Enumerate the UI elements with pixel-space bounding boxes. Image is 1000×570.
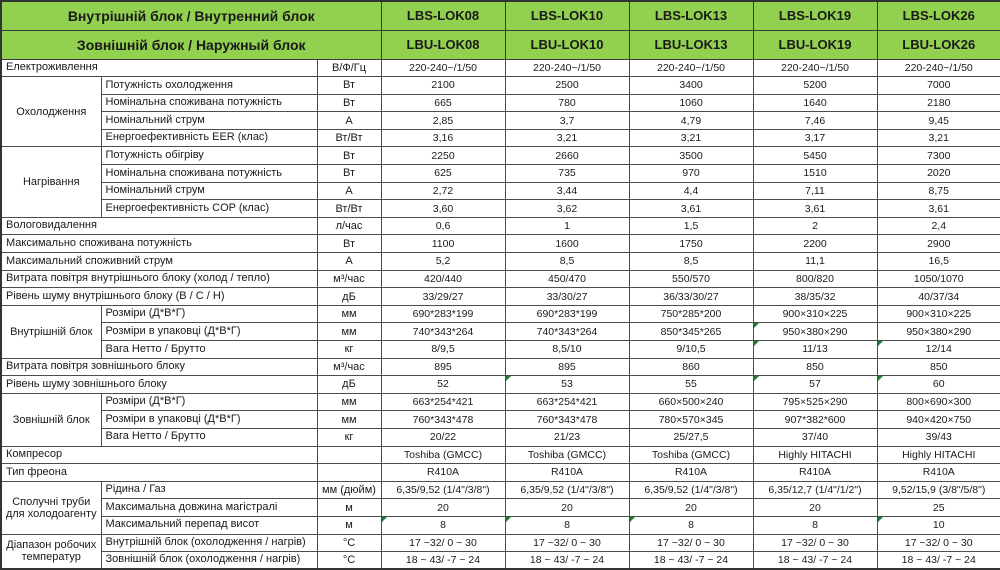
spec-row (1, 112, 1000, 130)
value-cell: 5,2 (381, 253, 505, 271)
spec-row (1, 481, 1000, 499)
spec-label-cell: Рівень шуму внутрішнього блоку (В / С / Н) (1, 288, 317, 306)
spec-row (1, 446, 1000, 464)
value-cell: 9/10,5 (629, 341, 753, 359)
value-cell: 8 (753, 516, 877, 534)
value-cell: 17 ~32/ 0 ~ 30 (753, 534, 877, 552)
spec-label-cell: Максимально споживана потужність (1, 235, 317, 253)
value-cell: 795×525×290 (753, 393, 877, 411)
value-cell: 18 ~ 43/ -7 ~ 24 (753, 552, 877, 570)
value-cell: 18 ~ 43/ -7 ~ 24 (877, 552, 1000, 570)
spec-row (1, 305, 1000, 323)
value-cell: 3,21 (505, 129, 629, 147)
unit-cell: кг (317, 428, 381, 446)
spec-row (1, 182, 1000, 200)
spec-label-cell: Номінальний струм (101, 112, 317, 130)
spec-label-cell: Вага Нетто / Брутто (101, 341, 317, 359)
unit-cell: В/Ф/Гц (317, 59, 381, 77)
value-cell: 18 ~ 43/ -7 ~ 24 (505, 552, 629, 570)
unit-cell: Вт/Вт (317, 200, 381, 218)
unit-cell: °С (317, 552, 381, 570)
value-cell: 3,16 (381, 129, 505, 147)
value-cell: 220-240~/1/50 (505, 59, 629, 77)
value-cell: 760*343*478 (381, 411, 505, 429)
value-cell: 663*254*421 (381, 393, 505, 411)
spec-row (1, 217, 1000, 235)
unit-cell: кг (317, 341, 381, 359)
header-row-label: Внутрішній блок / Внутренний блок (1, 1, 381, 30)
value-cell: 9,52/15,9 (3/8"/5/8") (877, 481, 1000, 499)
unit-cell: мм (317, 393, 381, 411)
spec-row (1, 552, 1000, 570)
value-cell: 850 (753, 358, 877, 376)
model-header-cell: LBS-LOK19 (753, 1, 877, 30)
value-cell: 17 ~32/ 0 ~ 30 (629, 534, 753, 552)
group-label-cell: Внутрішній блок (1, 305, 101, 358)
value-cell: 900×310×225 (753, 305, 877, 323)
value-cell: 55 (629, 376, 753, 394)
value-cell: 940×420×750 (877, 411, 1000, 429)
spec-table-body (1, 1, 1000, 569)
value-cell: 3400 (629, 77, 753, 95)
spec-label-cell: Енергоефективність COP (клас) (101, 200, 317, 218)
value-cell: 20 (629, 499, 753, 517)
value-cell: 9,45 (877, 112, 1000, 130)
value-cell: 850*345*265 (629, 323, 753, 341)
unit-cell: м³/час (317, 358, 381, 376)
value-cell: 17 ~32/ 0 ~ 30 (505, 534, 629, 552)
value-cell: 4,4 (629, 182, 753, 200)
value-cell: Toshiba (GMCC) (629, 446, 753, 464)
value-cell: R410A (381, 464, 505, 482)
value-cell: 3,61 (629, 200, 753, 218)
spec-row (1, 270, 1000, 288)
value-cell: 550/570 (629, 270, 753, 288)
value-cell: 5450 (753, 147, 877, 165)
unit-cell: м³/час (317, 270, 381, 288)
value-cell: 1050/1070 (877, 270, 1000, 288)
unit-cell: Вт (317, 235, 381, 253)
value-cell: 37/40 (753, 428, 877, 446)
value-cell: 7,11 (753, 182, 877, 200)
value-cell: 1750 (629, 235, 753, 253)
model-header-cell: LBU-LOK26 (877, 30, 1000, 59)
value-cell: 2020 (877, 165, 1000, 183)
spec-row (1, 376, 1000, 394)
value-cell: 950×380×290 (753, 323, 877, 341)
spec-row (1, 499, 1000, 517)
value-cell: 3,44 (505, 182, 629, 200)
value-cell: 20/22 (381, 428, 505, 446)
spec-label-cell: Електроживлення (1, 59, 317, 77)
unit-cell: дБ (317, 376, 381, 394)
value-cell: 663*254*421 (505, 393, 629, 411)
value-cell: 660×500×240 (629, 393, 753, 411)
value-cell: 3,17 (753, 129, 877, 147)
value-cell: 21/23 (505, 428, 629, 446)
value-cell: 740*343*264 (505, 323, 629, 341)
unit-cell: м (317, 516, 381, 534)
value-cell: 780×570×345 (629, 411, 753, 429)
header-row (1, 30, 1000, 59)
spec-row (1, 288, 1000, 306)
value-cell: 8 (505, 516, 629, 534)
value-cell: 690*283*199 (505, 305, 629, 323)
value-cell: 5200 (753, 77, 877, 95)
value-cell: 0,6 (381, 217, 505, 235)
value-cell: 2250 (381, 147, 505, 165)
spec-row (1, 235, 1000, 253)
value-cell: 25/27,5 (629, 428, 753, 446)
value-cell: 17 ~32/ 0 ~ 30 (877, 534, 1000, 552)
group-label-cell: Сполучні труби для холодоагенту (1, 481, 101, 534)
value-cell: 2100 (381, 77, 505, 95)
value-cell: 750*285*200 (629, 305, 753, 323)
spec-label-cell: Розміри (Д*В*Г) (101, 305, 317, 323)
value-cell: 3,60 (381, 200, 505, 218)
spec-label-cell: Максимальний споживний струм (1, 253, 317, 271)
spec-label-cell: Максимальна довжина магістралі (101, 499, 317, 517)
value-cell: 8,5 (629, 253, 753, 271)
value-cell: 8,75 (877, 182, 1000, 200)
spec-label-cell: Потужність обігріву (101, 147, 317, 165)
value-cell: 18 ~ 43/ -7 ~ 24 (381, 552, 505, 570)
unit-cell: Вт (317, 165, 381, 183)
unit-cell: мм (317, 305, 381, 323)
value-cell: 53 (505, 376, 629, 394)
unit-cell: мм (317, 323, 381, 341)
value-cell: 6,35/9,52 (1/4"/3/8") (629, 481, 753, 499)
value-cell: 2,4 (877, 217, 1000, 235)
spec-row (1, 393, 1000, 411)
model-header-cell: LBS-LOK08 (381, 1, 505, 30)
value-cell: 740*343*264 (381, 323, 505, 341)
header-row-label: Зовнішній блок / Наружный блок (1, 30, 381, 59)
spec-label-cell: Рівень шуму зовнішнього блоку (1, 376, 317, 394)
value-cell: 25 (877, 499, 1000, 517)
spec-label-cell: Рідина / Газ (101, 481, 317, 499)
spec-label-cell: Розміри (Д*В*Г) (101, 393, 317, 411)
value-cell: 3,62 (505, 200, 629, 218)
value-cell: 2200 (753, 235, 877, 253)
value-cell: 10 (877, 516, 1000, 534)
unit-cell: м (317, 499, 381, 517)
spec-row (1, 147, 1000, 165)
unit-cell: дБ (317, 288, 381, 306)
value-cell: 6,35/9,52 (1/4"/3/8") (505, 481, 629, 499)
value-cell: R410A (505, 464, 629, 482)
unit-cell: А (317, 182, 381, 200)
value-cell: 6,35/12,7 (1/4"/1/2") (753, 481, 877, 499)
value-cell: 950×380×290 (877, 323, 1000, 341)
value-cell: 2660 (505, 147, 629, 165)
value-cell: 895 (381, 358, 505, 376)
value-cell: Toshiba (GMCC) (505, 446, 629, 464)
model-header-cell: LBS-LOK10 (505, 1, 629, 30)
spec-row (1, 323, 1000, 341)
model-header-cell: LBU-LOK19 (753, 30, 877, 59)
value-cell: 220-240~/1/50 (381, 59, 505, 77)
unit-cell: мм (317, 411, 381, 429)
value-cell: 6,35/9,52 (1/4"/3/8") (381, 481, 505, 499)
spec-row (1, 165, 1000, 183)
value-cell: 735 (505, 165, 629, 183)
spec-row (1, 129, 1000, 147)
value-cell: 3,7 (505, 112, 629, 130)
value-cell: 800×690×300 (877, 393, 1000, 411)
value-cell: 2,85 (381, 112, 505, 130)
value-cell: 2500 (505, 77, 629, 95)
value-cell: 665 (381, 94, 505, 112)
spec-row (1, 516, 1000, 534)
value-cell: 8 (629, 516, 753, 534)
spec-label-cell: Витрата повітря внутрішнього блоку (холод / тепло) (1, 270, 317, 288)
spec-label-cell: Внутрішній блок (охолодження / нагрів) (101, 534, 317, 552)
model-header-cell: LBU-LOK08 (381, 30, 505, 59)
unit-cell: А (317, 253, 381, 271)
spec-row (1, 341, 1000, 359)
value-cell: 11/13 (753, 341, 877, 359)
value-cell: 11,1 (753, 253, 877, 271)
spec-label-cell: Номінальна споживана потужність (101, 94, 317, 112)
unit-cell (317, 464, 381, 482)
spec-label-cell: Витрата повітря зовнішнього блоку (1, 358, 317, 376)
value-cell: 3500 (629, 147, 753, 165)
value-cell: R410A (629, 464, 753, 482)
unit-cell: Вт/Вт (317, 129, 381, 147)
unit-cell: Вт (317, 77, 381, 95)
spec-label-cell: Вага Нетто / Брутто (101, 428, 317, 446)
value-cell: 895 (505, 358, 629, 376)
value-cell: 2900 (877, 235, 1000, 253)
spec-label-cell: Максимальний перепад висот (101, 516, 317, 534)
value-cell: 17 ~32/ 0 ~ 30 (381, 534, 505, 552)
value-cell: 8 (381, 516, 505, 534)
value-cell: Toshiba (GMCC) (381, 446, 505, 464)
value-cell: 220-240~/1/50 (629, 59, 753, 77)
value-cell: 7300 (877, 147, 1000, 165)
value-cell: 2180 (877, 94, 1000, 112)
value-cell: 850 (877, 358, 1000, 376)
unit-cell: °С (317, 534, 381, 552)
value-cell: 18 ~ 43/ -7 ~ 24 (629, 552, 753, 570)
value-cell: 420/440 (381, 270, 505, 288)
value-cell: 57 (753, 376, 877, 394)
spec-row (1, 411, 1000, 429)
value-cell: 33/30/27 (505, 288, 629, 306)
model-header-cell: LBS-LOK26 (877, 1, 1000, 30)
unit-cell: А (317, 112, 381, 130)
value-cell: R410A (753, 464, 877, 482)
value-cell: 450/470 (505, 270, 629, 288)
value-cell: 52 (381, 376, 505, 394)
value-cell: 7,46 (753, 112, 877, 130)
value-cell: 625 (381, 165, 505, 183)
spec-row (1, 464, 1000, 482)
value-cell: 20 (505, 499, 629, 517)
value-cell: 8/9,5 (381, 341, 505, 359)
value-cell: 1060 (629, 94, 753, 112)
unit-cell: мм (дюйм) (317, 481, 381, 499)
spec-label-cell: Зовнішній блок (охолодження / нагрів) (101, 552, 317, 570)
group-label-cell: Діапазон робочих температур (1, 534, 101, 569)
value-cell: 220-240~/1/50 (753, 59, 877, 77)
value-cell: 3,21 (629, 129, 753, 147)
value-cell: 60 (877, 376, 1000, 394)
value-cell: 39/43 (877, 428, 1000, 446)
value-cell: 900×310×225 (877, 305, 1000, 323)
value-cell: 8,5/10 (505, 341, 629, 359)
value-cell: 40/37/34 (877, 288, 1000, 306)
value-cell: 907*382*600 (753, 411, 877, 429)
spec-row (1, 77, 1000, 95)
spec-label-cell: Потужність охолодження (101, 77, 317, 95)
spec-row (1, 200, 1000, 218)
value-cell: 7000 (877, 77, 1000, 95)
unit-cell: Вт (317, 94, 381, 112)
value-cell: 1,5 (629, 217, 753, 235)
spec-label-cell: Компресор (1, 446, 317, 464)
group-label-cell: Охолодження (1, 77, 101, 147)
value-cell: 38/35/32 (753, 288, 877, 306)
value-cell: 3,61 (753, 200, 877, 218)
value-cell: 16,5 (877, 253, 1000, 271)
spec-label-cell: Розміри в упаковці (Д*В*Г) (101, 411, 317, 429)
spec-row (1, 59, 1000, 77)
model-header-cell: LBU-LOK10 (505, 30, 629, 59)
value-cell: 8,5 (505, 253, 629, 271)
spec-row (1, 358, 1000, 376)
value-cell: 2 (753, 217, 877, 235)
value-cell: 220-240~/1/50 (877, 59, 1000, 77)
value-cell: 33/29/27 (381, 288, 505, 306)
value-cell: 2,72 (381, 182, 505, 200)
value-cell: 20 (753, 499, 877, 517)
value-cell: 4,79 (629, 112, 753, 130)
model-header-cell: LBU-LOK13 (629, 30, 753, 59)
group-label-cell: Зовнішній блок (1, 393, 101, 446)
value-cell: 860 (629, 358, 753, 376)
value-cell: 970 (629, 165, 753, 183)
value-cell: 36/33/30/27 (629, 288, 753, 306)
spec-row (1, 253, 1000, 271)
spec-label-cell: Енергоефективність EER (клас) (101, 129, 317, 147)
unit-cell (317, 446, 381, 464)
spec-label-cell: Номінальна споживана потужність (101, 165, 317, 183)
unit-cell: Вт (317, 147, 381, 165)
spec-label-cell: Розміри в упаковці (Д*В*Г) (101, 323, 317, 341)
model-header-cell: LBS-LOK13 (629, 1, 753, 30)
value-cell: Highly HITACHI (753, 446, 877, 464)
unit-cell: л/час (317, 217, 381, 235)
spec-row (1, 94, 1000, 112)
value-cell: 780 (505, 94, 629, 112)
value-cell: 12/14 (877, 341, 1000, 359)
spec-row (1, 534, 1000, 552)
header-row (1, 1, 1000, 30)
value-cell: R410A (877, 464, 1000, 482)
value-cell: 20 (381, 499, 505, 517)
value-cell: 690*283*199 (381, 305, 505, 323)
spec-label-cell: Вологовидалення (1, 217, 317, 235)
value-cell: 3,21 (877, 129, 1000, 147)
value-cell: 1100 (381, 235, 505, 253)
value-cell: 1600 (505, 235, 629, 253)
group-label-cell: Нагрівання (1, 147, 101, 217)
value-cell: 1510 (753, 165, 877, 183)
value-cell: 760*343*478 (505, 411, 629, 429)
value-cell: Highly HITACHI (877, 446, 1000, 464)
spec-label-cell: Номінальний струм (101, 182, 317, 200)
value-cell: 3,61 (877, 200, 1000, 218)
spec-row (1, 428, 1000, 446)
value-cell: 800/820 (753, 270, 877, 288)
spec-label-cell: Тип фреона (1, 464, 317, 482)
value-cell: 1 (505, 217, 629, 235)
value-cell: 1640 (753, 94, 877, 112)
